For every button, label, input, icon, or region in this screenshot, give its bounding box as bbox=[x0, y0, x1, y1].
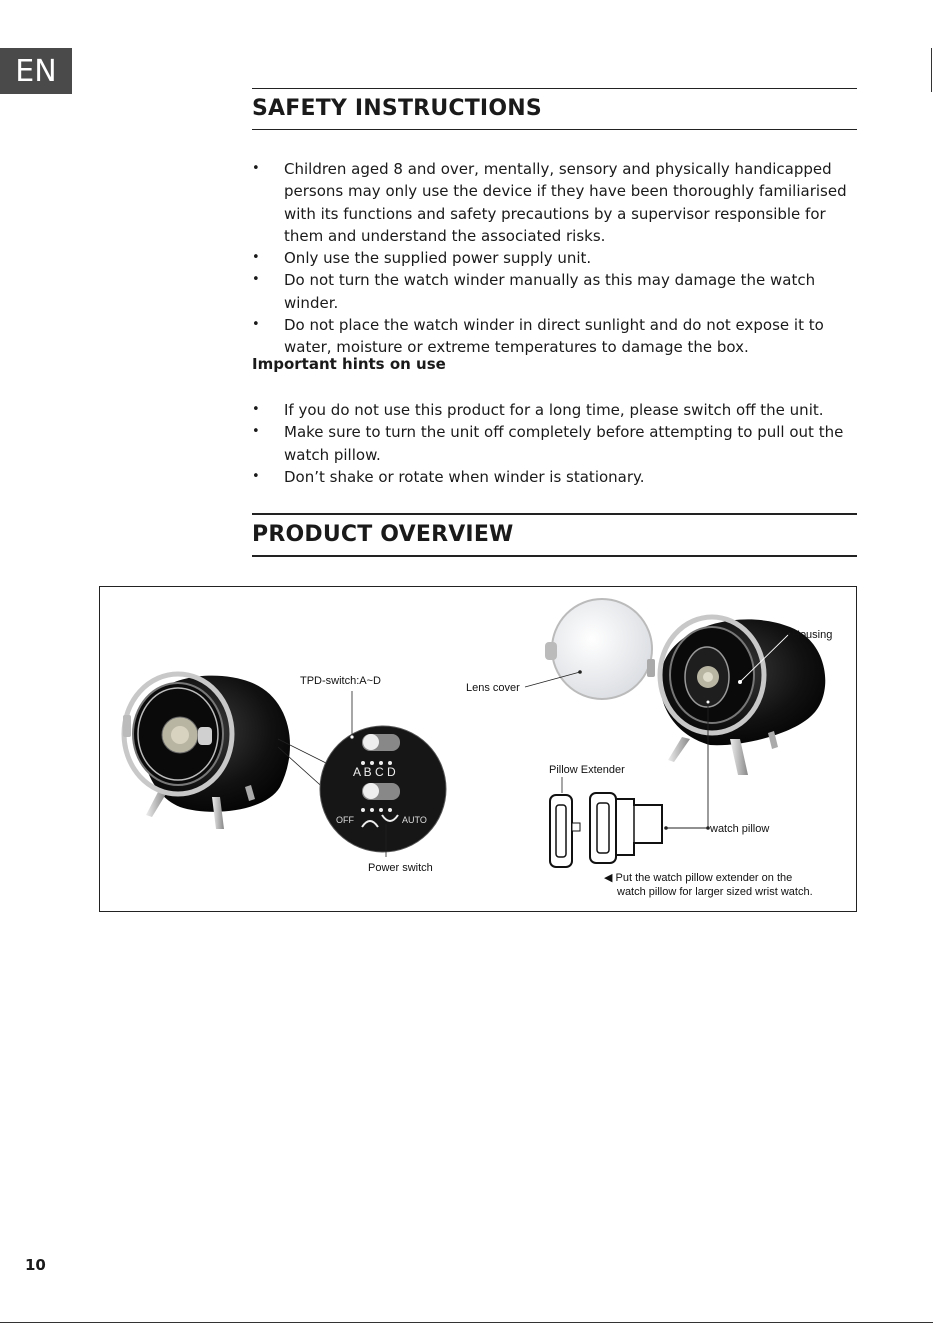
tpd-switch-label: TPD-switch:A~D bbox=[300, 675, 381, 687]
off-label: OFF bbox=[336, 815, 354, 825]
safety-bullet: • Only use the supplied power supply unit. bbox=[252, 247, 857, 269]
hints-list bbox=[252, 399, 857, 488]
extender-note-line-2: watch pillow for larger sized wrist watch. bbox=[617, 886, 813, 898]
hints-title: Important hints on use bbox=[252, 355, 446, 373]
watch-pillow-label: watch pillow bbox=[710, 823, 770, 835]
safety-list-wrap bbox=[252, 158, 857, 359]
edge-rule bbox=[931, 48, 932, 92]
left-watch-winder bbox=[123, 674, 290, 829]
abcd-label: A B C D bbox=[353, 765, 396, 779]
housing-label: Housing bbox=[792, 629, 833, 641]
safety-list bbox=[252, 158, 857, 359]
safety-title: SAFETY INSTRUCTIONS bbox=[252, 96, 542, 121]
product-overview-figure bbox=[99, 586, 857, 912]
pillow-extender-label: Pillow Extender bbox=[549, 764, 625, 776]
safety-bullet: • Children aged 8 and over, mentally, sensory and physically handicapped persons may only use the device if they have been thoroughly familiarised with its functions and safety precautions by a supervisor responsible for them and understand the associated risks. bbox=[252, 158, 857, 247]
lens-cover bbox=[545, 599, 652, 699]
product-diagram bbox=[100, 587, 856, 911]
overview-title: PRODUCT OVERVIEW bbox=[252, 522, 514, 547]
safety-section-header bbox=[252, 88, 857, 130]
power-switch-label: Power switch bbox=[368, 862, 433, 874]
hints-list-wrap bbox=[252, 399, 857, 488]
auto-label: AUTO bbox=[402, 815, 427, 825]
overview-section-header bbox=[252, 513, 857, 557]
page-number: 10 bbox=[25, 1256, 46, 1274]
language-tab: EN bbox=[0, 48, 72, 94]
bottom-rule bbox=[0, 1322, 933, 1323]
safety-bullet: • Do not place the watch winder in direct sunlight and do not expose it to water, moisture or extreme temperatures to damage the box. bbox=[252, 314, 857, 359]
extender-note-line-1: ◀ Put the watch pillow extender on the bbox=[604, 872, 793, 884]
lens-cover-label: Lens cover bbox=[466, 682, 520, 694]
switch-zoom-circle bbox=[320, 726, 446, 852]
safety-bullet: • Do not turn the watch winder manually as this may damage the watch winder. bbox=[252, 269, 857, 314]
pillow-extender-illustration bbox=[550, 793, 662, 867]
hint-bullet: • If you do not use this product for a long time, please switch off the unit. bbox=[252, 399, 857, 421]
hint-bullet: • Make sure to turn the unit off completely before attempting to pull out the watch pillow. bbox=[252, 421, 857, 466]
hint-bullet: • Don’t shake or rotate when winder is stationary. bbox=[252, 466, 857, 488]
